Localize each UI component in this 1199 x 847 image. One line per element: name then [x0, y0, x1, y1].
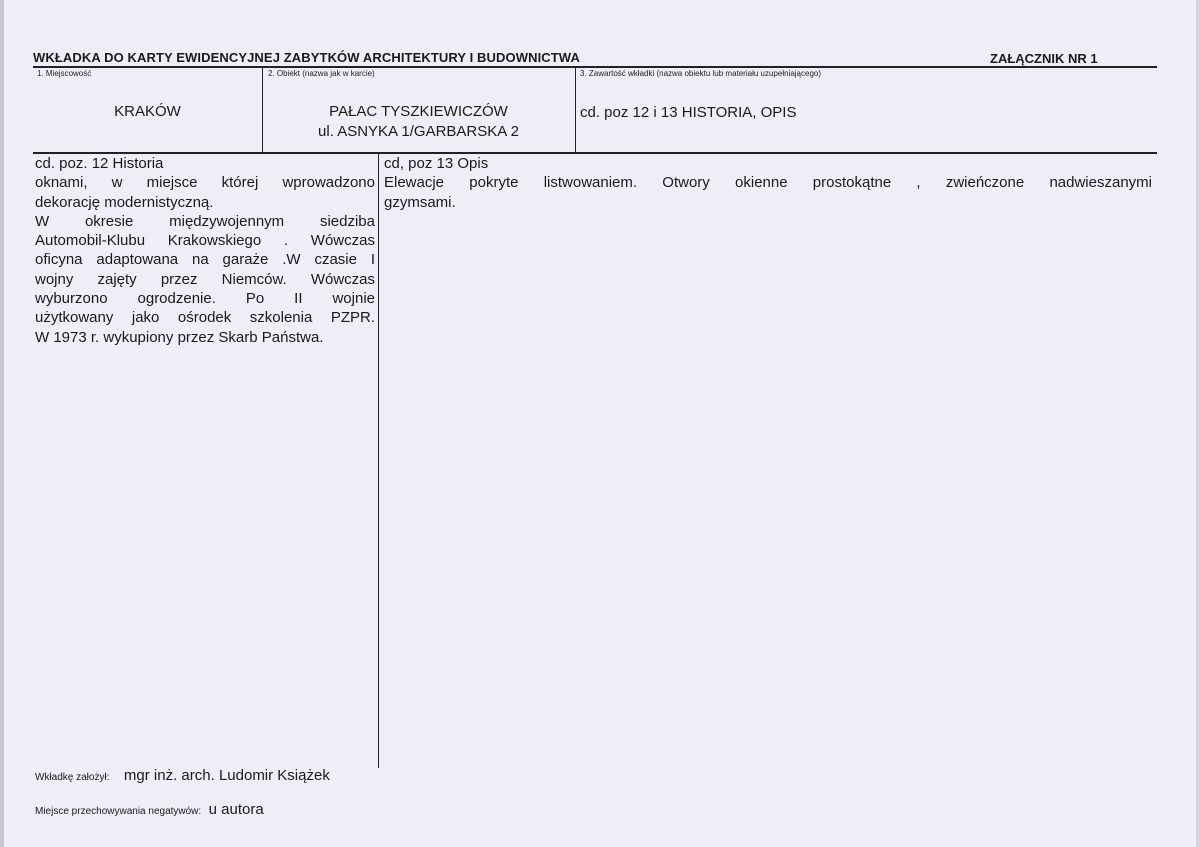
history-line: oficyna adaptowana na garaże .W czasie I: [35, 251, 375, 269]
description-line: gzymsami.: [384, 193, 456, 211]
history-line: użytkowany jako ośrodek szkolenia PZPR.: [35, 309, 375, 327]
author-row: [35, 767, 330, 785]
negatives-row: [35, 801, 264, 819]
description-heading: cd, poz 13 Opis: [384, 155, 489, 172]
form-title: WKŁADKA DO KARTY EWIDENCYJNEJ ZABYTKÓW ARCHITEKTURY I BUDOWNICTWA: [33, 50, 580, 65]
locality-value: KRAKÓW: [114, 103, 181, 120]
object-name: PAŁAC TYSZKIEWICZÓW: [329, 103, 508, 120]
history-line: wyburzono ogrodzenie. Po II wojnie: [35, 290, 375, 308]
history-line: W 1973 r. wykupiony przez Skarb Państwa.: [35, 328, 324, 346]
scan-edge-left: [0, 0, 4, 847]
negatives-value: u autora: [208, 801, 264, 818]
history-line: oknami, w miejsce której wprowadzono: [35, 174, 375, 192]
history-section: [35, 154, 375, 347]
negatives-label: Miejsce przechowywania negatywów:: [35, 806, 202, 817]
header-divider-2: [575, 67, 576, 153]
description-line: Elewacje pokryte listwowaniem. Otwory okienne prostokątne , zwieńczone nadwieszanymi: [384, 174, 1152, 192]
history-line: W okresie międzywojennym siedziba: [35, 212, 375, 230]
history-heading: cd. poz. 12 Historia: [35, 155, 164, 172]
annex-label: ZAŁĄCZNIK NR 1: [990, 51, 1098, 66]
history-line: dekorację modernistyczną.: [35, 193, 214, 211]
history-line: wojny zajęty przez Niemców. Wówczas: [35, 270, 375, 288]
author-value: mgr inż. arch. Ludomir Książek: [123, 767, 330, 784]
object-address: ul. ASNYKA 1/GARBARSKA 2: [318, 123, 519, 140]
contents-value: cd. poz 12 i 13 HISTORIA, OPIS: [580, 104, 797, 121]
contents-label: 3. Zawartość wkładki (nazwa obiektu lub materiału uzupełniającego): [580, 69, 822, 78]
object-label: 2. Obiekt (nazwa jak w karcie): [268, 69, 375, 78]
header-top-rule: [33, 66, 1157, 68]
description-section: [384, 154, 1152, 212]
history-line: Automobil-Klubu Krakowskiego . Wówczas: [35, 232, 375, 250]
author-label: Wkładkę założył:: [35, 772, 110, 783]
body-divider: [378, 154, 379, 768]
locality-label: 1. Miejscowość: [37, 69, 92, 78]
